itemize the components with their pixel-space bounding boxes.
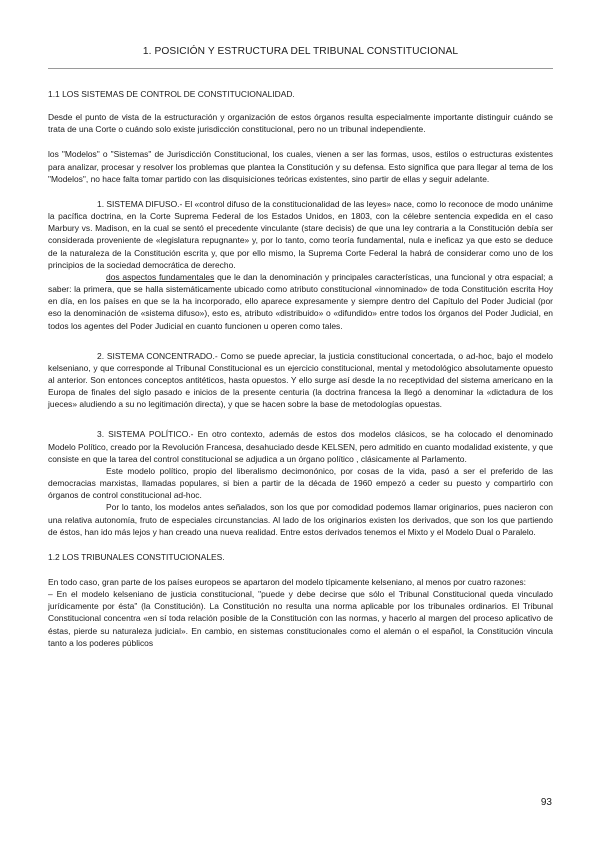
paragraph-sistema-concentrado: 2. SISTEMA CONCENTRADO.- Como se puede apreciar, la justicia constitucional concertada, o ad-hoc, bajo el modelo kelseniano, y que corresponde al Tribunal Constitucional es un ejercicio constitucional, mental y metodológico absolutamente opuesto al anterior. Son entonces conceptos antitéticos, hasta opuestos. Y ello surge así desde la no receptividad del sistema americano en la Europa de finales del siglo pasado e inicios de la presente centuria (la doctrina francesa la llegó a denominar la «dictadura de los jueces» aludiendo a su no legitimación directa), y que se hacen sobre la base de metodologías opuestas. <box>48 350 553 410</box>
header-rule <box>48 68 553 69</box>
paragraph-models: los "Modelos" o "Sistemas" de Jurisdicción Constitucional, los cuales, vienen a ser las formas, usos, estilos o estructuras existentes para analizar, procesar y resolver los problemas que plantea la Constitución y su defensa. Esto significa que para llegar al tema de los "Modelos", no hace falta tomar partido con las disquisiciones teóricas existentes, sino partir de ellas y seguir adelante. <box>48 149 553 184</box>
underlined-phrase: dos aspectos fundamentales <box>106 271 215 282</box>
page-number: 93 <box>540 797 552 808</box>
section-heading-1-1: 1.1 LOS SISTEMAS DE CONTROL DE CONSTITUCIONALIDAD. <box>48 89 295 99</box>
paragraph-sistema-difuso: 1. SISTEMA DIFUSO.- El «control difuso de la constitucionalidad de las leyes» nace, como lo reconoce de modo unánime la pacífica doctrina, en la Corte Suprema Federal de los Estados Unidos, en 1803, con la célebre sentencia expedida en el caso Marbury vs. Madison, en la cual se sentó el precedente vinculante (stare decisis) de que una ley contraria a la Constitución debía ser considerada proveniente de «legislatura repugnante» y, por lo tanto, como teoría fundamental, nula e ineficaz ya que esto se deduce de la naturaleza de la Constitución escrita y, que por ello mismo, la Suprema Corte Federal la habrá de considerar como uno de los principios de la sociedad democrática de derecho. <box>48 198 553 270</box>
paragraph-tribunales-intro: En todo caso, gran parte de los países europeos se apartaron del modelo típicamente kelseniano, al menos por cuatro razones: <box>48 577 526 587</box>
document-body <box>48 88 553 649</box>
paragraph-sistema-politico: 3. SISTEMA POLÍTICO.- En otro contexto, además de estos dos modelos clásicos, se ha colocado el denominado Modelo Político, creado por la Revolución Francesa, desahuciado desde KELSEN, pero admitido en cuanto modalidad existente, y que consiste en que la tarea del control constitucional se adjudica a un órgano político , clásicamente al Parlamento. <box>48 429 553 464</box>
paragraph-politico-liberal: Este modelo político, propio del liberalismo decimonónico, por cosas de la vida, pasó a ser el preferido de las democracias marxistas, llamadas populares, si bien a partir de la década de 1960 empezó a ceder su puesto y compartirlo con órganos de control constitucional ad-hoc. <box>48 465 553 501</box>
paragraph-difuso-aspects-text: que le dan la denominación y principales características, una funcional y otra espacial; a saber: la primera, que se halla sistemáticamente ubicado como atributo constitucional «innominado» de toda Constitución escrita Hoy en día, en los países en que se la ha incorporado, ello aparece expresamente y siempre dentro del Capítulo del Poder Judicial (por eso la denominación de «sistema difuso»), esto es, atributo «distribuido» o «difundido» entre todos los órganos del Poder Judicial, en todos los agentes del Poder Judicial en cuanto funcionen u operen como tales. <box>48 271 553 331</box>
section-heading-1-2: 1.2 LOS TRIBUNALES CONSTITUCIONALES. <box>48 551 225 562</box>
paragraph-intro: Desde el punto de vista de la estructuración y organización de estos órganos resulta especialmente importante distinguir cuándo se trata de una Corte o cuándo solo existe jurisdicción constitucional, pero no un tribunal independiente. <box>48 112 553 135</box>
paragraph-difuso-aspects <box>48 271 553 332</box>
running-header: 1. POSICIÓN Y ESTRUCTURA DEL TRIBUNAL CONSTITUCIONAL <box>142 46 459 57</box>
paragraph-modelos-originarios: Por lo tanto, los modelos antes señalados, son los que por comodidad podemos llamar originarios, pues nacieron con una relativa autonomía, fruto de especiales circunstancias. Al lado de los originarios existen los derivados, que son los que partiendo de éstos, han ido más lejos y han creado una nueva realidad. Entre estos derivados tenemos el Mixto y el Modelo Dual o Paralelo. <box>48 502 553 537</box>
paragraph-bullet-kelseniano: – En el modelo kelseniano de justicia constitucional, "puede y debe decirse que sólo el Tribunal Constitucional queda vinculado jurídicamente por ésta" (la Constitución). La Constitución no resulta una norma aplicable por los tribunales ordinarios. El Tribunal Constitucional concentra «en sí toda relación posible de la Constitución con las normas, y hacerlo al margen del proceso aplicativo de éstas, pierde su naturaleza judicial». En cambio, en sistemas constitucionales como el alemán o el español, la Constitución vincula tanto a los poderes públicos <box>48 589 553 648</box>
